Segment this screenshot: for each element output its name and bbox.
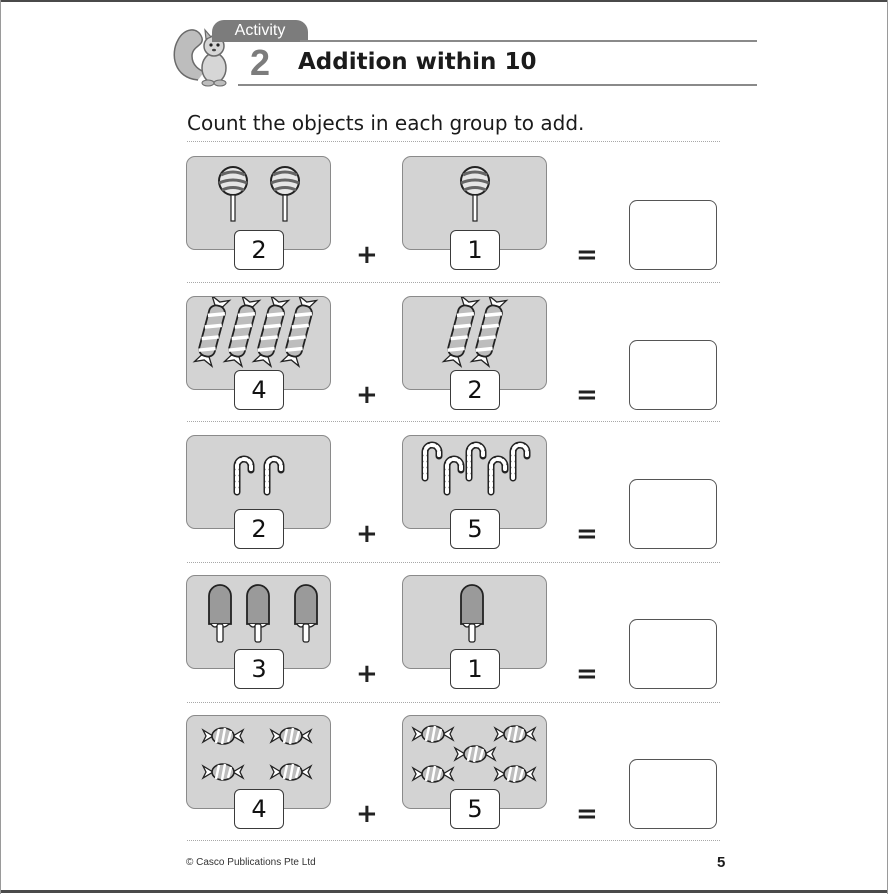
sweet-icon bbox=[495, 726, 535, 742]
count-box-left: 3 bbox=[234, 649, 284, 689]
activity-number: 2 bbox=[249, 42, 271, 83]
count-box-right: 1 bbox=[450, 230, 500, 270]
sweet-icon bbox=[495, 766, 535, 782]
candy-icon bbox=[444, 297, 479, 366]
sweet-icon bbox=[203, 764, 243, 780]
plus-sign: + bbox=[356, 380, 378, 410]
page-bottom-border bbox=[0, 890, 888, 893]
problem-row bbox=[0, 435, 888, 575]
sweet-icon bbox=[271, 764, 311, 780]
equals-sign: = bbox=[576, 659, 598, 689]
plus-sign: + bbox=[356, 240, 378, 270]
lollipop-icon bbox=[219, 167, 247, 221]
count-box-right: 5 bbox=[450, 789, 500, 829]
candy-icon bbox=[254, 297, 289, 366]
candy-cane-icon bbox=[469, 445, 483, 478]
plus-sign: + bbox=[356, 799, 378, 829]
header-rule-top bbox=[300, 40, 757, 42]
ice-pop-icon bbox=[247, 585, 269, 642]
problem-row bbox=[0, 296, 888, 436]
sweet-icon bbox=[203, 728, 243, 744]
header-rule-bottom bbox=[238, 84, 757, 86]
candy-icon bbox=[225, 297, 260, 366]
plus-sign: + bbox=[356, 519, 378, 549]
candy-cane-icon bbox=[267, 459, 281, 492]
divider bbox=[187, 141, 720, 142]
candy-icon bbox=[282, 297, 317, 366]
equals-sign: = bbox=[576, 799, 598, 829]
problem-row bbox=[0, 156, 888, 296]
candy-cane-icon bbox=[513, 445, 527, 478]
ice-pop-icon bbox=[295, 585, 317, 642]
sweet-icon bbox=[413, 766, 453, 782]
answer-box[interactable] bbox=[629, 340, 717, 410]
ice-pop-icon bbox=[461, 585, 483, 642]
instruction-text: Count the objects in each group to add. bbox=[187, 111, 585, 135]
candy-cane-icon bbox=[447, 459, 461, 492]
count-box-left: 4 bbox=[234, 789, 284, 829]
equals-sign: = bbox=[576, 380, 598, 410]
lollipop-icon bbox=[271, 167, 299, 221]
answer-box[interactable] bbox=[629, 619, 717, 689]
count-box-right: 2 bbox=[450, 370, 500, 410]
equals-sign: = bbox=[576, 240, 598, 270]
ice-pop-icon bbox=[209, 585, 231, 642]
count-box-left: 2 bbox=[234, 230, 284, 270]
page-title: Addition within 10 bbox=[298, 49, 537, 75]
answer-box[interactable] bbox=[629, 759, 717, 829]
candy-icon bbox=[195, 297, 230, 366]
sweet-icon bbox=[271, 728, 311, 744]
page-number: 5 bbox=[717, 854, 726, 871]
candy-cane-icon bbox=[491, 459, 505, 492]
count-box-left: 4 bbox=[234, 370, 284, 410]
equals-sign: = bbox=[576, 519, 598, 549]
count-box-left: 2 bbox=[234, 509, 284, 549]
sweet-icon bbox=[455, 746, 495, 762]
problem-row bbox=[0, 715, 888, 855]
candy-cane-icon bbox=[237, 459, 251, 492]
problem-row bbox=[0, 575, 888, 715]
count-box-right: 1 bbox=[450, 649, 500, 689]
lollipop-icon bbox=[461, 167, 489, 221]
activity-label: Activity bbox=[212, 20, 308, 42]
copyright-text: © Casco Publications Pte Ltd bbox=[186, 857, 316, 868]
count-box-right: 5 bbox=[450, 509, 500, 549]
sweet-icon bbox=[413, 726, 453, 742]
answer-box[interactable] bbox=[629, 200, 717, 270]
answer-box[interactable] bbox=[629, 479, 717, 549]
candy-cane-icon bbox=[425, 445, 439, 478]
page-top-border bbox=[0, 0, 888, 2]
candy-icon bbox=[472, 297, 507, 366]
plus-sign: + bbox=[356, 659, 378, 689]
